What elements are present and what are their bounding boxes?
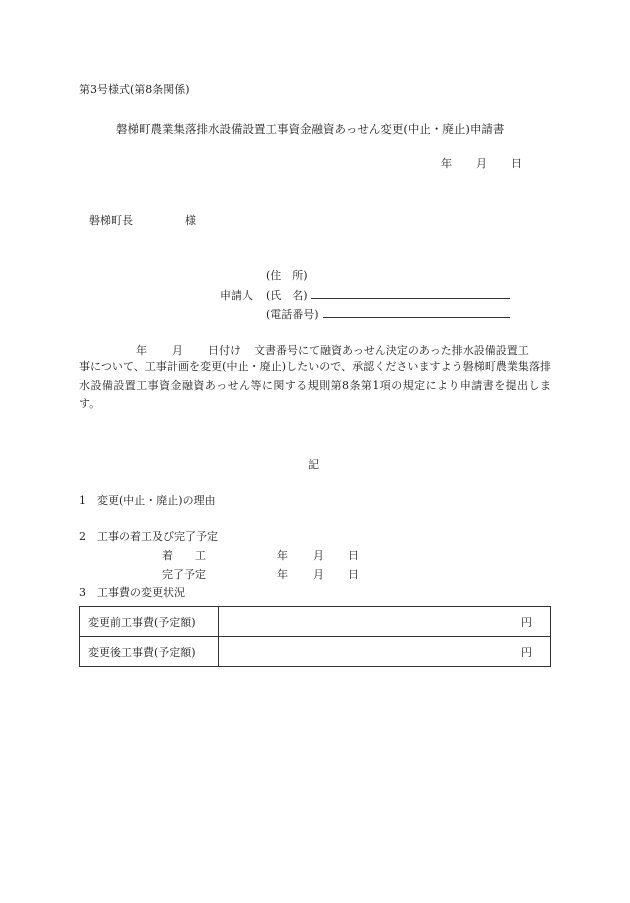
body-text-line1: 文書番号にて融資あっせん決定のあった排水設備設置工	[254, 344, 529, 357]
phone-blank-line[interactable]	[323, 317, 510, 318]
start-label: 着 工	[162, 549, 206, 562]
section2-heading: 2 工事の着工及び完了予定	[79, 530, 218, 543]
start-month: 月	[313, 549, 324, 562]
cost-after-label: 変更後工事費(予定額)	[80, 637, 219, 667]
end-label: 完了予定	[162, 568, 206, 581]
addressee-name: 磐梯町長	[89, 214, 133, 227]
form-number: 第3号様式(第8条関係)	[79, 83, 190, 96]
start-day: 日	[348, 549, 359, 562]
body-date-suffix: 日付け	[208, 344, 241, 357]
body-date-month: 月	[172, 344, 183, 357]
table-row	[80, 607, 551, 637]
cost-after-value[interactable]: 円	[219, 637, 551, 667]
cost-before-value[interactable]: 円	[219, 607, 551, 637]
name-label: (氏 名)	[266, 289, 308, 302]
body-date-year: 年	[136, 344, 147, 357]
phone-label: (電話番号)	[266, 308, 319, 321]
cost-table	[79, 606, 551, 667]
end-month: 月	[313, 568, 324, 581]
table-row	[80, 637, 551, 667]
end-year: 年	[277, 568, 288, 581]
applicant-role: 申請人	[220, 289, 253, 302]
start-year: 年	[277, 549, 288, 562]
section1-heading: 1 変更(中止・廃止)の理由	[79, 494, 216, 507]
date-month-label: 月	[476, 157, 487, 170]
date-year-label: 年	[441, 157, 452, 170]
body-text: 事について、工事計画を変更(中止・廃止)したいので、承認くださいますよう磐梯町農業集落排水設備設置工事資金融資あっせん等に関する規則第8条第1項の規定により申請書を提出します。	[79, 360, 551, 410]
end-day: 日	[348, 568, 359, 581]
address-label: (住 所)	[266, 269, 308, 282]
addressee-honorific: 様	[185, 214, 196, 227]
ki-heading: 記	[308, 458, 319, 471]
date-day-label: 日	[511, 157, 522, 170]
cost-before-label: 変更前工事費(予定額)	[80, 607, 219, 637]
name-blank-line[interactable]	[311, 298, 510, 299]
document-title: 磐梯町農業集落排水設備設置工事資金融資あっせん変更(中止・廃止)申請書	[116, 122, 505, 136]
section3-heading: 3 工事費の変更状況	[79, 586, 185, 599]
